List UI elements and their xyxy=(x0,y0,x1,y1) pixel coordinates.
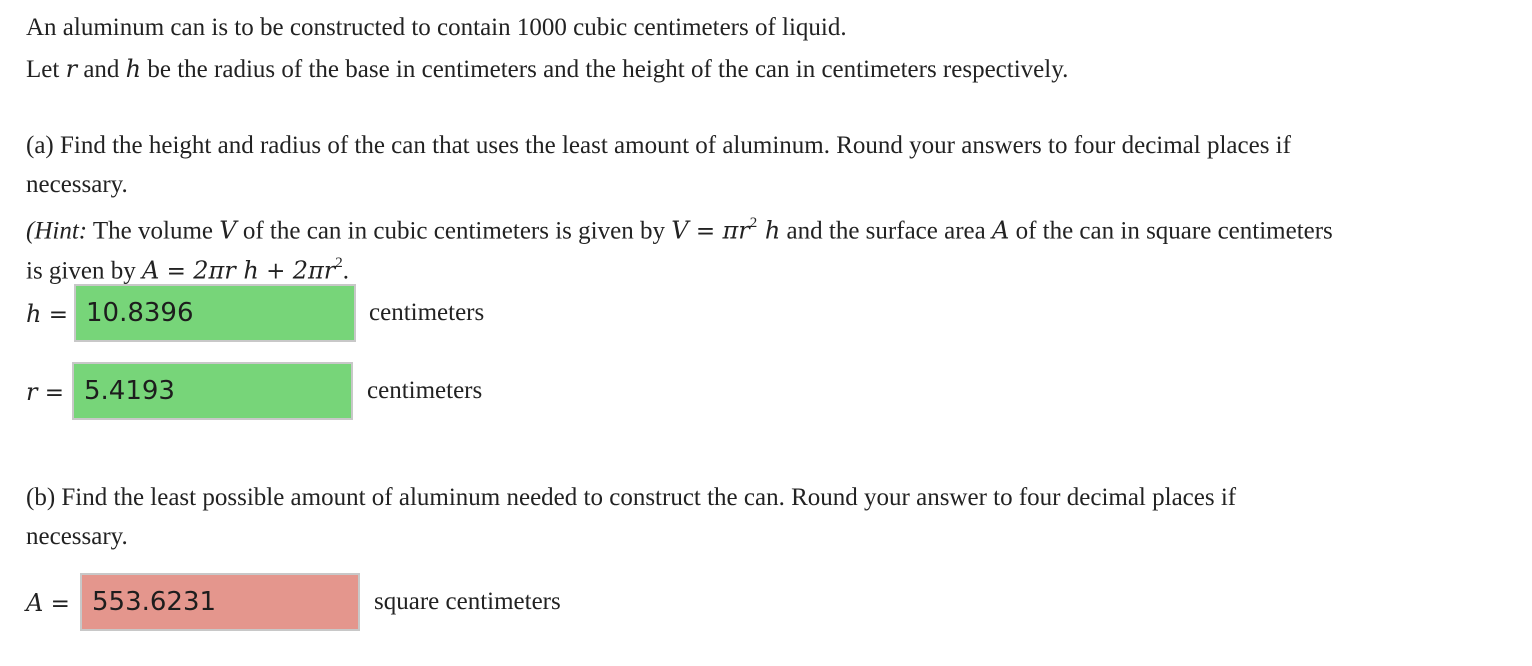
r-answer-input[interactable]: 5.4193 xyxy=(72,362,353,420)
intro-line-2 xyxy=(26,54,1068,85)
area-formula-plus: + xyxy=(258,258,293,285)
area-formula-eq: = xyxy=(159,258,194,285)
var-A: A xyxy=(991,216,1010,245)
A-unit: square centimeters xyxy=(374,588,561,615)
area-formula-term1: 2πr h xyxy=(193,256,259,285)
part-b-question: (b) Find the least possible amount of aluminum needed to construct the can. Round your answer to four decimal places if xyxy=(26,484,1237,511)
intro-text: be the radius of the base in centimeters and the height of the can in centimeters respectively. xyxy=(141,56,1069,83)
h-unit: centimeters xyxy=(369,299,485,326)
volume-formula-eq: = xyxy=(688,218,723,245)
var-V: V xyxy=(219,216,237,245)
volume-formula-h: h xyxy=(757,216,781,245)
hint-text: The volume xyxy=(87,217,220,245)
volume-formula-rhs: πr xyxy=(722,216,750,245)
area-formula-exponent: 2 xyxy=(335,255,343,271)
area-formula-term2: 2πr xyxy=(292,256,336,285)
A-answer-input[interactable]: 553.6231 xyxy=(80,573,360,631)
intro-line-1: An aluminum can is to be constructed to contain 1000 cubic centimeters of liquid. xyxy=(26,14,847,41)
hint-label: (Hint: xyxy=(26,217,88,245)
hint-line-1 xyxy=(26,210,1333,246)
h-answer-input[interactable]: 10.8396 xyxy=(74,284,356,342)
volume-formula-lhs: V xyxy=(671,216,689,245)
hint-text: of the can in cubic centimeters is given by xyxy=(236,217,672,245)
hint-text: . xyxy=(342,257,349,285)
answer-label-A: A = xyxy=(26,589,70,617)
hint-text: and the surface area xyxy=(780,217,992,245)
part-a-question-cont: necessary. xyxy=(26,171,128,198)
intro-text: Let xyxy=(26,56,66,83)
hint-line-2 xyxy=(26,250,349,286)
hint-text: is given by xyxy=(26,257,142,285)
var-h: h xyxy=(125,55,142,83)
hint-text: of the can in square centimeters xyxy=(1009,217,1333,245)
r-unit: centimeters xyxy=(367,377,483,404)
volume-formula-exponent: 2 xyxy=(749,215,758,231)
answer-label-h: h = xyxy=(26,300,69,328)
area-formula-lhs: A xyxy=(141,256,160,285)
var-r: r xyxy=(65,55,78,83)
part-a-question: (a) Find the height and radius of the can that uses the least amount of aluminum. Round your answers to four decimal places if xyxy=(26,132,1291,159)
intro-text: and xyxy=(77,56,126,83)
part-b-question-cont: necessary. xyxy=(26,523,128,550)
answer-label-r: r = xyxy=(26,378,65,406)
